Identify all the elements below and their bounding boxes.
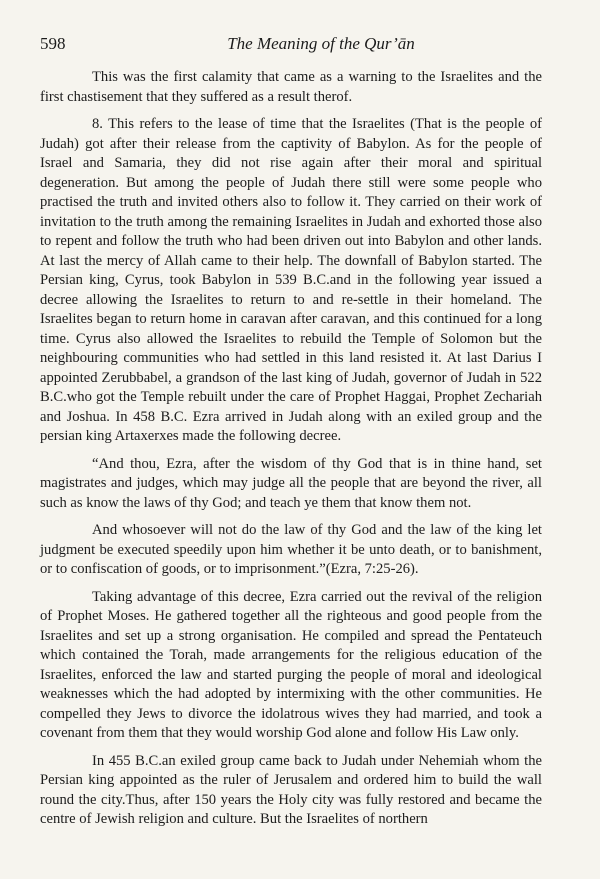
page-header [40,34,542,56]
paragraph-3: Taking advantage of this decree, Ezra carried out the revival of the religion of Prophet Moses. He gathered together all the righteous and good people from the Israelites and set up a strong organisation. He compiled and spread the Pentateuch which contained the Torah, made arrangements for the religious education of the Israelites, enforced the law and started purging the people of moral and ideological weaknesses which the had adopted by intermixing with the other communities. He compelled they Jews to divorce the idolatrous wives they had married, and took a covenant from them that they would worship God alone and follow His Law only. [40,588,542,741]
paragraph-1: This was the first calamity that came as a warning to the Israelites and the first chastisement that they suffered as a result therof. [40,69,542,105]
paragraph-2: 8. This refers to the lease of time that the Israelites (That is the people of Judah) got after their release from the captivity of Babylon. As for the people of Israel and Samaria, they did not rise again after their moral and spiritual degeneration. But among the people of Judah there still were some people who practised the truth and invited others also to follow it. They carried on their work of invitation to the truth among the remaining Israelites in Judah and exhorted those also to repent and follow the truth who had been driven out into Babylon and other lands. At last the mercy of Allah came to their help. The downfall of Babylon started. The Persian king, Cyrus, took Babylon in 539 B.C.and in the following year issued a decree allowing the Israelites to return to and re-settle in their homeland. The Israelites began to return home in caravan after caravan, and this continued for a long time. Cyrus also allowed the Israelites to rebuild the Temple of Solomon but the neighbouring communities who had settled in this land resisted it. At last Darius I appointed Zerubbabel, a grandson of the last king of Judah, governor of Judah in 522 B.C.who got the Temple rebuilt under the care of Prophet Haggai, Prophet Zechariah and Joshua. In 458 B.C. Ezra arrived in Judah along with an exiled group and the persian king Artaxerxes made the following decree. [40,116,542,444]
page-body [40,68,542,838]
quotation-paragraph-1: “And thou, Ezra, after the wisdom of thy God that is in thine hand, set magistrates and judges, which may judge all the people that are beyond the river, all such as know the laws of thy God; and teach ye them that know them not. [40,455,542,511]
running-title: The Meaning of the Qur’ān [227,34,415,53]
page-number: 598 [40,34,66,53]
paragraph-4: In 455 B.C.an exiled group came back to Judah under Nehemiah whom the Persian king appointed as the ruler of Jerusalem and ordered him to build the wall round the city.Thus, after 150 years the Holy city was fully restored and became the centre of Jewish religion and culture. But the Israelites of northern [40,752,542,827]
quotation-paragraph-2: And whosoever will not do the law of thy God and the law of the king let judgment be executed speedily upon him whether it be unto death, or to banishment, or to confiscation of goods, or to imprisonment.”(Ezra, 7:25-26). [40,522,542,577]
